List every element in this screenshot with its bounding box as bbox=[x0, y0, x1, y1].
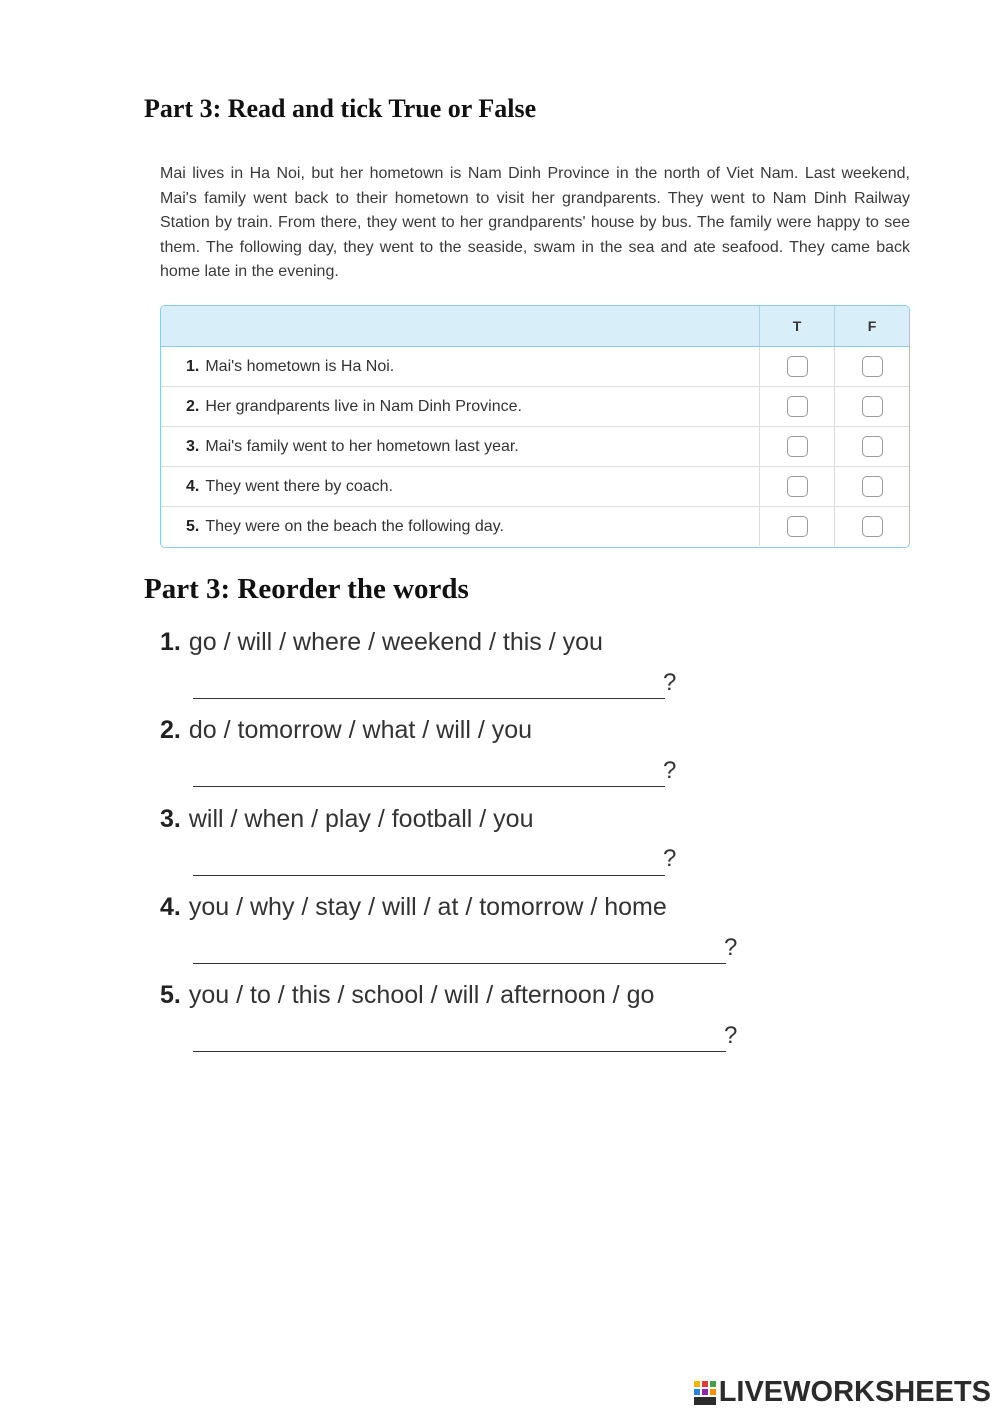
statement-text: Mai's family went to her hometown last year. bbox=[205, 437, 519, 455]
statement-text: They went there by coach. bbox=[205, 477, 393, 495]
statement bbox=[186, 427, 519, 466]
question-number: 3. bbox=[160, 805, 181, 833]
true-cell bbox=[759, 387, 834, 426]
word-list: you / why / stay / will / at / tomorrow / home bbox=[188, 893, 667, 921]
false-cell bbox=[834, 467, 909, 506]
question-number: 2. bbox=[160, 716, 181, 744]
true-checkbox-4[interactable] bbox=[787, 476, 808, 497]
reading-passage: Mai lives in Ha Noi, but her hometown is Nam Dinh Province in the north of Viet Nam. Last weekend, Mai's family went back to their hometown to visit her grandparents. They went to Nam Dinh Railway Station by train. From there, they went to her grandparents' house by bus. The family were happy to see them. The following day, they went to the seaside, swam in the sea and ate seafood. They came back home late in the evening. bbox=[160, 165, 910, 280]
word-list: you / to / this / school / will / afternoon / go bbox=[188, 981, 655, 1009]
true-cell bbox=[759, 427, 834, 466]
question-mark: ? bbox=[663, 669, 677, 696]
false-cell bbox=[834, 347, 909, 386]
statement-text: Mai's hometown is Ha Noi. bbox=[205, 357, 395, 375]
part-3-true-false-heading: Part 3: Read and tick True or False bbox=[144, 94, 537, 123]
statement-number: 4. bbox=[186, 477, 200, 495]
header-false: F bbox=[834, 306, 909, 346]
question-mark: ? bbox=[663, 845, 677, 872]
false-checkbox-3[interactable] bbox=[862, 436, 883, 457]
false-cell bbox=[834, 427, 909, 466]
reorder-question-4 bbox=[160, 893, 667, 922]
reorder-question-1 bbox=[160, 628, 603, 657]
question-mark: ? bbox=[663, 757, 677, 784]
brand-text: LIVEWORKSHEETS bbox=[718, 1376, 991, 1408]
true-checkbox-3[interactable] bbox=[787, 436, 808, 457]
table-header bbox=[161, 306, 909, 347]
table-row bbox=[161, 387, 909, 427]
reorder-question-5 bbox=[160, 981, 654, 1010]
answer-input-3[interactable] bbox=[193, 856, 665, 876]
table-row bbox=[161, 427, 909, 467]
liveworksheets-logo-icon bbox=[694, 1381, 716, 1405]
part-3-reorder-heading: Part 3: Reorder the words bbox=[144, 573, 469, 605]
false-checkbox-2[interactable] bbox=[862, 396, 883, 417]
word-list: will / when / play / football / you bbox=[188, 805, 534, 833]
question-number: 5. bbox=[160, 981, 181, 1009]
true-checkbox-2[interactable] bbox=[787, 396, 808, 417]
statement-number: 5. bbox=[186, 517, 200, 535]
table-row bbox=[161, 347, 909, 387]
word-list: go / will / where / weekend / this / you bbox=[188, 628, 603, 656]
question-mark: ? bbox=[724, 934, 738, 961]
statement-number: 1. bbox=[186, 357, 200, 375]
false-checkbox-5[interactable] bbox=[862, 516, 883, 537]
statement bbox=[186, 347, 394, 386]
question-number: 4. bbox=[160, 893, 181, 921]
table-row bbox=[161, 507, 909, 546]
reorder-question-2 bbox=[160, 716, 532, 745]
false-cell bbox=[834, 507, 909, 546]
false-checkbox-4[interactable] bbox=[862, 476, 883, 497]
statement-number: 3. bbox=[186, 437, 200, 455]
statement-text: Her grandparents live in Nam Dinh Province. bbox=[205, 397, 522, 415]
answer-input-2[interactable] bbox=[193, 767, 665, 787]
true-cell bbox=[759, 507, 834, 546]
statement bbox=[186, 507, 504, 546]
answer-input-5[interactable] bbox=[193, 1032, 726, 1052]
true-cell bbox=[759, 467, 834, 506]
liveworksheets-brand bbox=[694, 1376, 991, 1409]
true-cell bbox=[759, 347, 834, 386]
true-false-table bbox=[160, 305, 910, 548]
header-true: T bbox=[759, 306, 834, 346]
word-list: do / tomorrow / what / will / you bbox=[188, 716, 533, 744]
question-mark: ? bbox=[724, 1022, 738, 1049]
table-row bbox=[161, 467, 909, 507]
answer-input-1[interactable] bbox=[193, 679, 665, 699]
true-checkbox-1[interactable] bbox=[787, 356, 808, 377]
statement-number: 2. bbox=[186, 397, 200, 415]
statement bbox=[186, 387, 522, 426]
reorder-question-3 bbox=[160, 805, 533, 834]
true-checkbox-5[interactable] bbox=[787, 516, 808, 537]
statement bbox=[186, 467, 393, 506]
answer-input-4[interactable] bbox=[193, 944, 726, 964]
false-cell bbox=[834, 387, 909, 426]
question-number: 1. bbox=[160, 628, 181, 656]
statement-text: They were on the beach the following day. bbox=[205, 517, 504, 535]
false-checkbox-1[interactable] bbox=[862, 356, 883, 377]
